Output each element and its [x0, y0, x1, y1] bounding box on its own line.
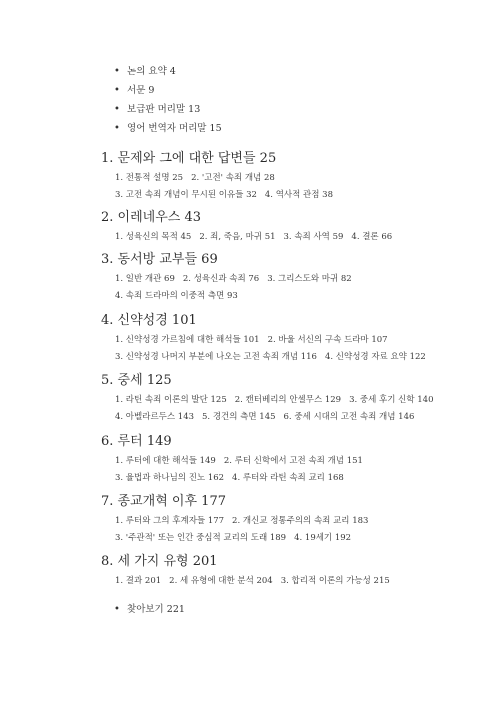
page-number: 13	[188, 104, 201, 115]
page-number: 15	[209, 123, 222, 134]
entry-title: 보급판 머리말	[127, 104, 186, 115]
chapter-7	[101, 491, 376, 547]
chapter-page: 201	[192, 554, 218, 569]
section-entry: 4. 역사적 관점 38	[264, 190, 333, 200]
section-entry: 4. 루터와 라틴 속죄 교리 168	[232, 473, 344, 483]
entry-title: 서문	[127, 85, 146, 96]
section-line	[101, 530, 376, 547]
page-number: 9	[148, 85, 155, 96]
section-entry: 2. 루터 신학에서 고전 속죄 개념 151	[223, 456, 363, 466]
section-entry: 1. 루터와 그의 후계자들 177	[115, 516, 225, 526]
section-entry: 3. 속죄 사역 59	[283, 232, 344, 242]
section-line	[101, 349, 434, 366]
chapter-page: 177	[201, 494, 226, 509]
chapter-heading	[101, 249, 360, 271]
entry-title: 논의 요약	[127, 66, 167, 77]
chapter-2	[101, 207, 400, 246]
section-entry: 4. 결론 66	[351, 232, 393, 242]
chapter-title: 이레네우스	[117, 210, 181, 225]
section-entry: 2. 죄, 죽음, 마귀 51	[199, 232, 276, 242]
section-line	[101, 409, 442, 426]
chapter-3	[101, 249, 360, 305]
chapter-heading	[101, 207, 400, 229]
section-entry: 3. 율법과 하나님의 진노 162	[115, 473, 225, 483]
chapter-title: 세 가지 유형	[117, 554, 189, 569]
chapter-title: 루터	[117, 434, 143, 449]
section-entry: 2. 성육신과 속죄 76	[182, 274, 260, 284]
section-entry: 1. 루터에 대한 해석들 149	[115, 456, 216, 466]
section-entry: 1. 결과 201	[115, 576, 162, 586]
section-entry: 3. '주관적' 또는 인간 중심적 교리의 도래 189	[115, 533, 287, 543]
section-entry: 4. 신약성경 자료 요약 122	[324, 352, 426, 362]
chapter-number: 5.	[101, 373, 114, 388]
bullet: •	[114, 104, 120, 115]
section-line	[101, 392, 442, 409]
chapter-page: 149	[146, 434, 172, 449]
bullet: •	[114, 85, 120, 96]
section-entry: 1. 전통적 설명 25	[115, 173, 184, 183]
section-entry: 4. 아벨라르두스 143	[115, 412, 195, 422]
chapter-6	[101, 431, 371, 487]
chapter-page: 101	[171, 313, 197, 328]
chapter-heading	[101, 370, 442, 392]
section-entry: 6. 중세 시대의 고전 속죄 개념 146	[283, 412, 415, 422]
section-entry: 1. 라틴 속죄 이론의 발단 125	[115, 395, 227, 405]
chapter-page: 43	[184, 210, 202, 225]
chapter-page: 125	[146, 373, 172, 388]
section-entry: 4. 속죄 드라마의 이중적 측면 93	[115, 291, 238, 301]
entry-title: 찾아보기	[127, 604, 164, 615]
entry-title: 영어 번역자 머리말	[127, 123, 207, 134]
chapter-heading	[101, 551, 398, 573]
chapter-number: 8.	[101, 554, 114, 569]
section-line	[101, 229, 400, 246]
chapter-title: 종교개혁 이후	[117, 494, 198, 509]
chapter-heading	[101, 431, 371, 453]
section-line	[101, 271, 360, 288]
front-matter-list	[114, 62, 222, 138]
front-matter-item	[114, 81, 222, 100]
chapter-heading	[101, 310, 434, 332]
section-entry: 3. 합리적 이론의 가능성 215	[280, 576, 390, 586]
section-line	[101, 288, 360, 305]
front-matter-item	[114, 62, 222, 81]
section-line	[101, 573, 398, 590]
chapter-number: 2.	[101, 210, 114, 225]
section-entry: 2. 개신교 정통주의의 속죄 교리 183	[232, 516, 369, 526]
chapter-title: 신약성경	[117, 313, 168, 328]
chapter-4	[101, 310, 434, 366]
section-line	[101, 332, 434, 349]
back-matter-item	[114, 600, 185, 619]
page-number: 221	[166, 604, 185, 615]
page-number: 4	[169, 66, 176, 77]
chapter-1	[101, 148, 341, 204]
section-entry: 3. 그리스도와 마귀 82	[267, 274, 352, 284]
chapter-number: 1.	[101, 151, 114, 166]
chapter-number: 3.	[101, 252, 114, 267]
section-entry: 5. 경건의 측면 145	[202, 412, 276, 422]
section-entry: 3. 고전 속죄 개념이 무시된 이유들 32	[115, 190, 257, 200]
chapter-page: 25	[259, 151, 277, 166]
section-entry: 2. 바울 서신의 구속 드라마 107	[267, 335, 388, 345]
section-entry: 2. '고전' 속죄 개념 28	[191, 173, 275, 183]
section-entry: 3. 신약성경 나머지 부분에 나오는 고전 속죄 개념 116	[115, 352, 317, 362]
bullet: •	[114, 604, 120, 615]
section-line	[101, 453, 371, 470]
section-entry: 3. 중세 후기 신학 140	[349, 395, 434, 405]
section-line	[101, 187, 341, 204]
front-matter-item	[114, 100, 222, 119]
chapter-title: 중세	[117, 373, 143, 388]
chapter-8	[101, 551, 398, 590]
section-entry: 4. 19세기 192	[294, 533, 352, 543]
chapter-heading	[101, 491, 376, 513]
front-matter-item	[114, 119, 222, 138]
section-line	[101, 170, 341, 187]
chapter-title: 동서방 교부들	[117, 252, 198, 267]
section-entry: 1. 일반 개관 69	[115, 274, 175, 284]
chapter-number: 4.	[101, 313, 114, 328]
bullet: •	[114, 123, 120, 134]
chapter-number: 6.	[101, 434, 114, 449]
bullet: •	[114, 66, 120, 77]
section-entry: 2. 세 유형에 대한 분석 204	[169, 576, 273, 586]
section-entry: 1. 신약성경 가르침에 대한 해석들 101	[115, 335, 260, 345]
chapter-number: 7.	[101, 494, 114, 509]
chapter-heading	[101, 148, 341, 170]
chapter-page: 69	[201, 252, 218, 267]
chapter-5	[101, 370, 442, 426]
section-line	[101, 513, 376, 530]
section-entry: 2. 캔터베리의 안셀무스 129	[234, 395, 342, 405]
chapter-title: 문제와 그에 대한 답변들	[117, 151, 256, 166]
section-entry: 1. 성육신의 목적 45	[115, 232, 192, 242]
section-line	[101, 470, 371, 487]
